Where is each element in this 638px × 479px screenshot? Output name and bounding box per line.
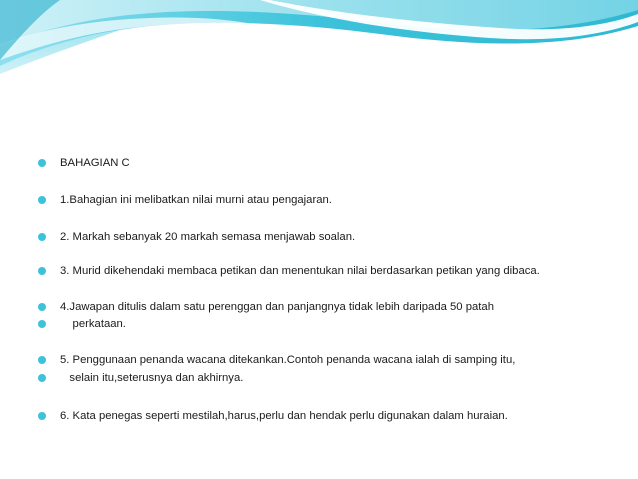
list-item-text: BAHAGIAN C [60,157,130,169]
list-item-text: 5. Penggunaan penanda wacana ditekankan.Contoh penanda wacana ialah di samping itu, [60,354,516,366]
list-item [38,263,540,279]
list-item-text: 6. Kata penegas seperti mestilah,harus,perlu dan hendak perlu digunakan dalam huraian. [60,410,508,422]
bullet-icon [38,303,46,311]
list-item [38,408,508,424]
list-item-text: perkataan. [60,318,126,330]
bullet-icon [38,159,46,167]
bullet-icon [38,233,46,241]
list-item-text: 1.Bahagian ini melibatkan nilai murni atau pengajaran. [60,194,332,206]
list-item-text: 4.Jawapan ditulis dalam satu perenggan dan panjangnya tidak lebih daripada 50 patah [60,301,494,313]
list-item [38,352,515,368]
list-item [38,229,355,245]
list-item [38,192,332,208]
bullet-icon [38,374,46,382]
list-item [38,316,126,332]
bullet-icon [38,320,46,328]
list-item-text: selain itu,seterusnya dan akhirnya. [60,372,244,384]
bullet-icon [38,267,46,275]
bullet-icon [38,412,46,420]
list-item [38,299,494,315]
list-item-text: 2. Markah sebanyak 20 markah semasa menjawab soalan. [60,231,356,243]
list-item [38,370,243,386]
list-item [38,155,130,171]
bullet-icon [38,356,46,364]
bullet-icon [38,196,46,204]
list-item-text: 3. Murid dikehendaki membaca petikan dan menentukan nilai berdasarkan petikan yang dibaca. [60,265,540,277]
